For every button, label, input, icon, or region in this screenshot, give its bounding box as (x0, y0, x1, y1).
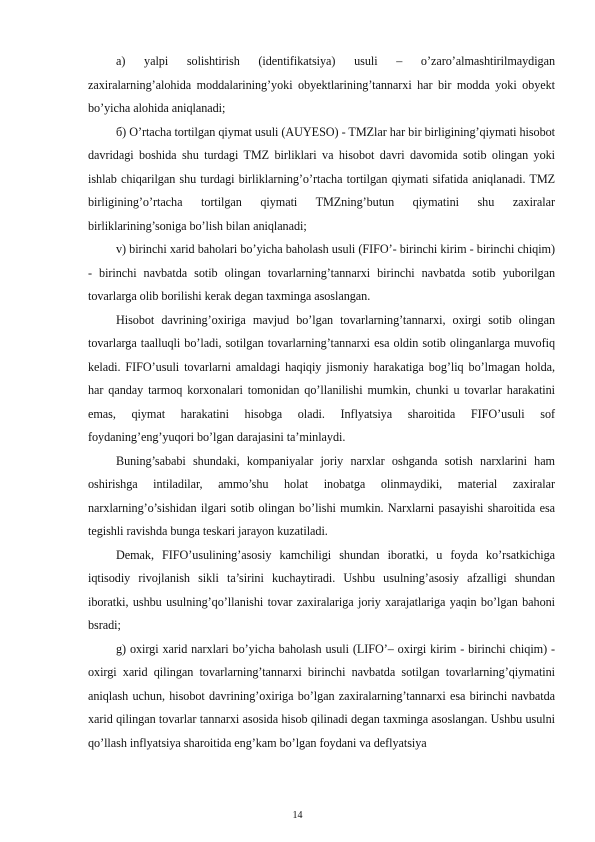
paragraph-v-fifo-method: v) birinchi xarid baholari bo’yicha baholash usuli (FIFO’- birinchi kirim - birinchi chiqim) - birinchi navbatda sotib olingan tovarlarning’tannarxi birinchi navbatda sotib yuborilgan tovarlarga olib borilishi kerak degan taxminga asoslangan. (88, 242, 555, 303)
paragraph-fifo-explanation: Hisobot davrining’oxiriga mavjud bo’lgan tovarlarning’tannarxi, oxirgi sotib olingan tovarlarga taalluqli bo’ladi, sotilgan tovarlarning’tannarxi esa oldin sotib olinganlarga muvofiq keladi. FIFO’usuli tovarlarni amaldagi haqiqiy jismoniy harakatiga bog’liq bo’lmagan holda, har qanday tarmoq korxonalari tomonidan qo’llanilishi mumkin, chunki u tovarlar harakatini emas, qiymat harakatini hisobga oladi. Inflyatsiya sharoitida FIFO’usuli sof foydaning’eng’yuqori bo’lgan darajasini ta’minlaydi. (88, 312, 555, 444)
paragraph-fifo-drawback: Demak, FIFO’usulining’asosiy kamchiligi shundan iboratki, u foyda ko’rsatkichiga iqtisodiy rivojlanish sikli ta’sirini kuchaytiradi. Ushbu usulning’asosiy afzalligi shundan iboratki, ushbu usulning’qo’llanishi tovar zaxiralariga joriy xarajatlariga yaqin bo’lgan bahoni bsradi; (88, 547, 555, 632)
paragraph-g-lifo-method: g) oxirgi xarid narxlari bo’yicha baholash usuli (LIFO’– oxirgi kirim - birinchi chiqim) - oxirgi xarid qilingan tovarlarning’tannarxi birinchi navbatda sotilgan tovarlarning’qiymatini aniqlash uchun, hisobot davrining’oxiriga bo’lgan zaxiralarning’tannarxi esa birinchi navbatda xarid qilingan tovarlar tannarxi asosida hisob qilinadi degan taxminga asoslangan. Ushbu usulni qo’llash inflyatsiya sharoitida eng’kam bo’lgan foydani va deflyatsiya (88, 641, 555, 750)
paragraph-b-weighted-average-method: б) O’rtacha tortilgan qiymat usuli (AUYESO) - TMZlar har bir birligining’qiymati hisobot davridagi boshida shu turdagi TMZ birliklari va hisobot davri davomida sotib olingan yoki ishlab chiqarilgan shu turdagi birliklarning’o’rtacha tortilgan qiymati sifatida aniqlanadi. TMZ birligining’o’rtacha tortilgan qiymati TMZning’butun qiymatini shu zaxiralar birliklarining’soniga bo’lish bilan aniqlanadi; (88, 124, 555, 233)
document-page (88, 50, 555, 755)
paragraph-a-identification-method: a) yalpi solishtirish (identifikatsiya) usuli – o’zaro’almashtirilmaydigan zaxiralarning’alohida moddalarining’yoki obyektlarining’tannarxi har bir modda yoki obyekt bo’yicha alohida aniqlanadi; (88, 54, 555, 115)
page-number: 14 (292, 810, 303, 821)
paragraph-fifo-reason: Buning’sababi shundaki, kompaniyalar joriy narxlar oshganda sotish narxlarini ham oshirishga intiladilar, ammo’shu holat inobatga olinmaydiki, material zaxiralar narxlarning’o’sishidan ilgari sotib olingan bo’lishi mumkin. Narxlarni pasayishi sharoitida esa tegishli ravishda bunga teskari jarayon kuzatiladi. (88, 453, 555, 538)
